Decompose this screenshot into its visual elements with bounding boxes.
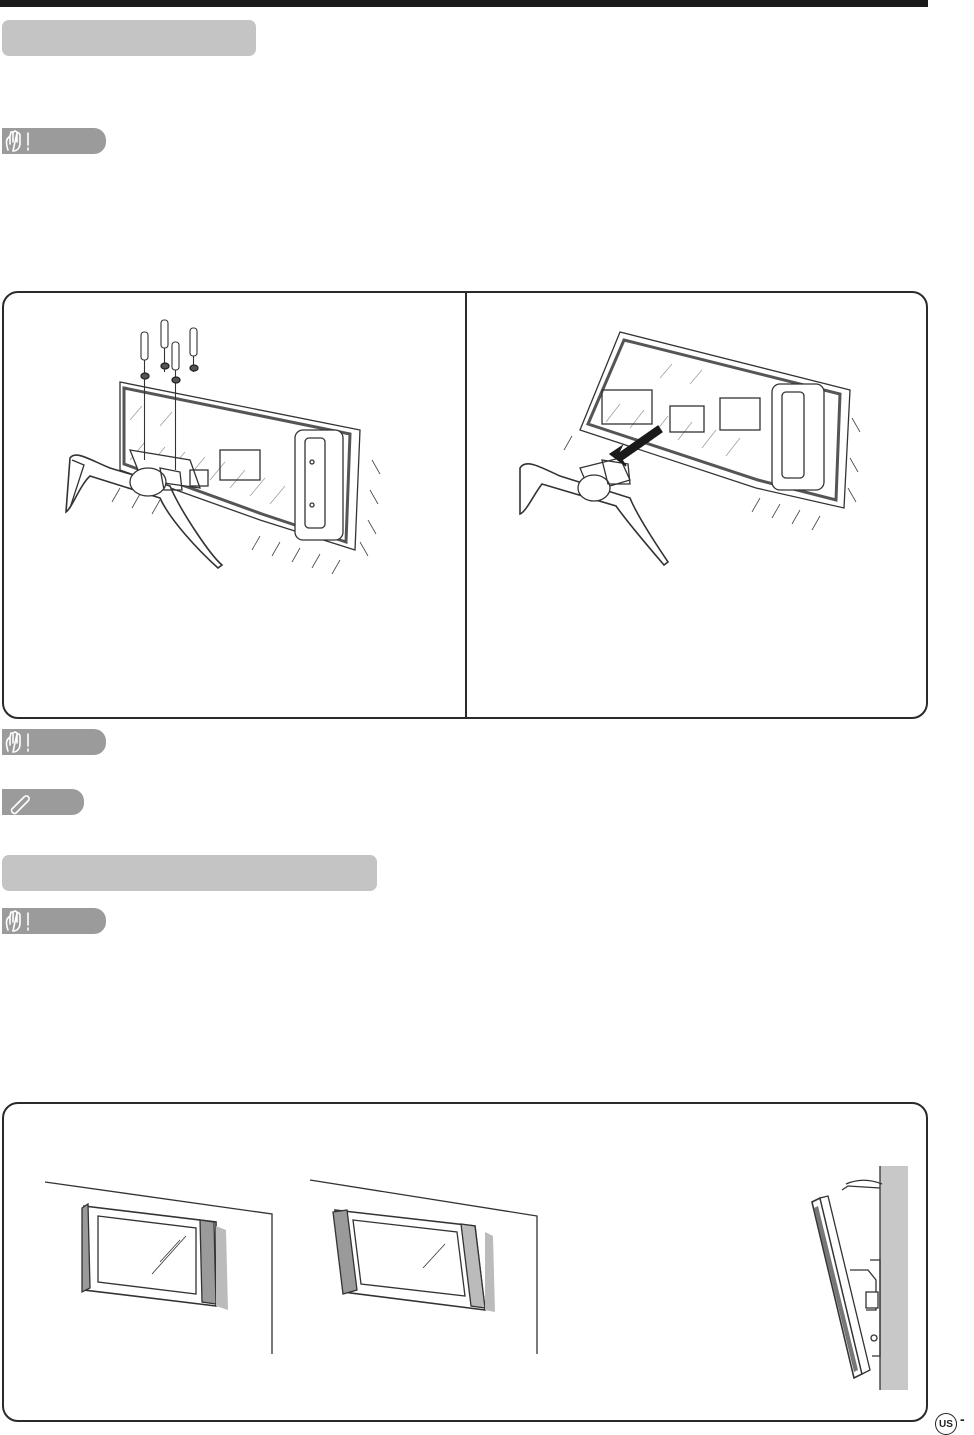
section-heading-tab-stand [2, 20, 256, 56]
caution-hand-icon [2, 128, 42, 154]
region-badge-us: US [935, 1413, 957, 1435]
note-label [2, 789, 84, 815]
detach-stand-illustration [510, 318, 910, 578]
caution-hand-icon [2, 729, 42, 755]
caution-label-2 [2, 729, 106, 755]
caution-label-3 [2, 908, 106, 934]
caution-hand-icon [2, 908, 42, 934]
page-number-dash: - [960, 1411, 965, 1427]
tilted-wall-mount-illustration [305, 1178, 545, 1358]
caution-label-1 [2, 128, 106, 154]
section-heading-tab-wall-mount [2, 855, 377, 891]
vertical-wall-mount-illustration [40, 1178, 280, 1358]
unscrew-stand-illustration [50, 310, 450, 580]
top-rule [0, 0, 928, 7]
side-view-tilt-angle-illustration [800, 1160, 920, 1395]
panel-divider [465, 293, 467, 717]
note-paperclip-icon [2, 789, 42, 815]
